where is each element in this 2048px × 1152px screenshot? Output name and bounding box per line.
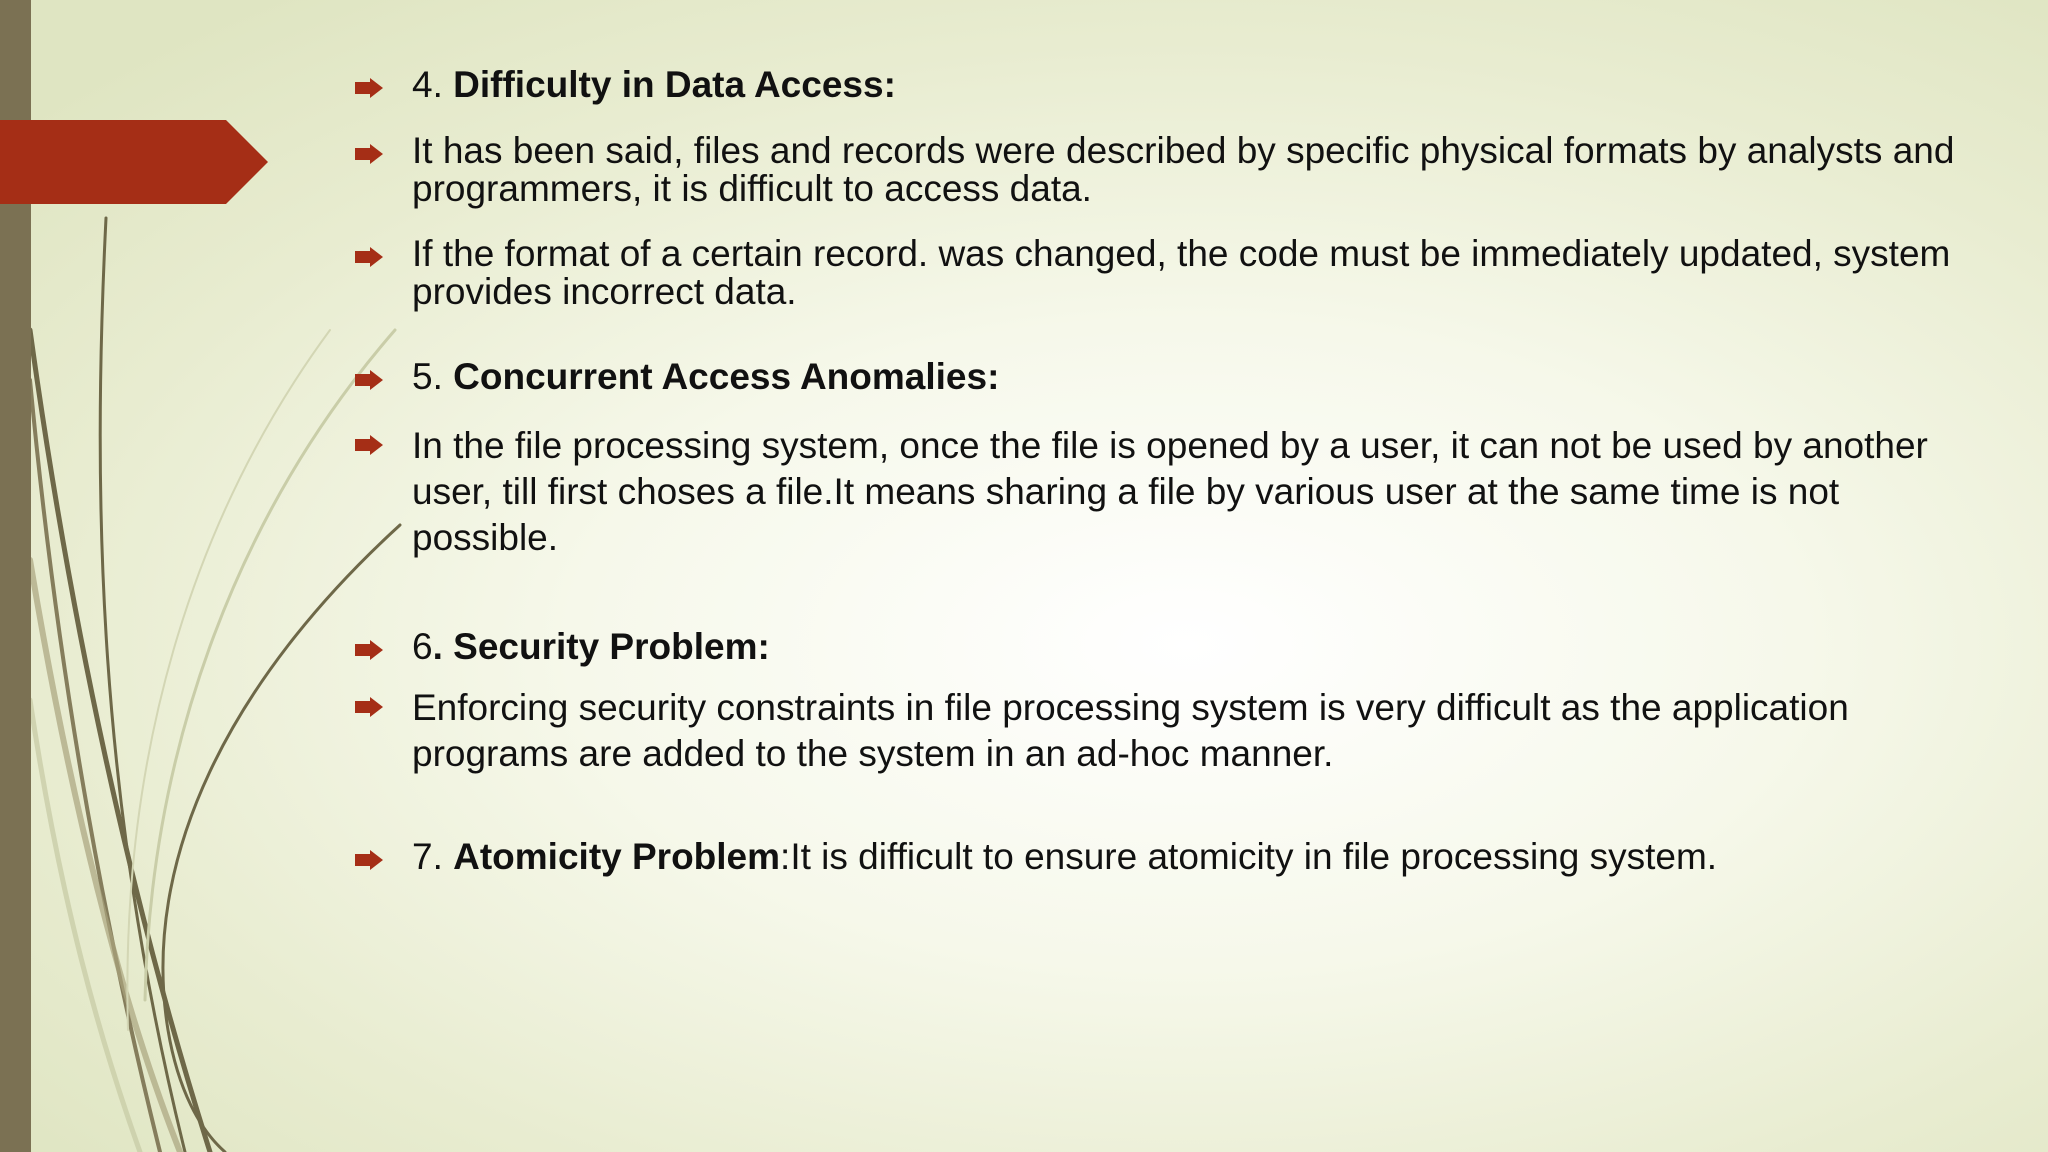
item-rest: It has been said, files and records were described by specific physical formats by analysts and programmers, it is difficult to access data. xyxy=(412,130,1955,209)
arrow-bullet-icon xyxy=(352,358,412,402)
item-heading: Atomicity Problem xyxy=(453,836,781,877)
item-prefix: 4. xyxy=(412,64,454,105)
arrow-bullet-icon xyxy=(352,685,412,729)
list-item xyxy=(352,423,1992,561)
arrow-bullet-icon xyxy=(352,235,412,279)
bullet-list xyxy=(352,0,1992,1152)
item-text xyxy=(412,132,1992,208)
item-rest: Enforcing security constraints in file processing system is very difficult as the application programs are added to the system in an ad-hoc manner. xyxy=(412,687,1849,774)
item-rest: If the format of a certain record. was changed, the code must be immediately updated, system provides incorrect data. xyxy=(412,233,1951,312)
item-heading: Difficulty in Data Access: xyxy=(453,64,896,105)
item-text xyxy=(412,838,1992,876)
item-prefix: 6 xyxy=(412,626,433,667)
item-text xyxy=(412,685,1992,777)
list-item xyxy=(352,358,1992,402)
item-text xyxy=(412,423,1992,561)
list-item xyxy=(352,132,1992,208)
list-item xyxy=(352,685,1992,777)
item-heading: Concurrent Access Anomalies: xyxy=(453,356,1000,397)
list-item xyxy=(352,838,1992,882)
arrow-bullet-icon xyxy=(352,66,412,110)
arrow-bullet-icon xyxy=(352,423,412,467)
item-text xyxy=(412,66,1992,104)
arrow-bullet-icon xyxy=(352,628,412,672)
item-heading: . Security Problem: xyxy=(432,626,770,667)
list-item xyxy=(352,66,1992,110)
item-text xyxy=(412,628,1992,666)
item-rest: :It is difficult to ensure atomicity in file processing system. xyxy=(780,836,1718,877)
arrow-bullet-icon xyxy=(352,838,412,882)
list-item xyxy=(352,235,1992,311)
item-rest: In the file processing system, once the file is opened by a user, it can not be used by another user, till first choses a file.It means sharing a file by various user at the same time is not possible. xyxy=(412,425,1928,558)
item-text xyxy=(412,358,1992,396)
arrow-bullet-icon xyxy=(352,132,412,176)
item-prefix: 7. xyxy=(412,836,454,877)
item-text xyxy=(412,235,1992,311)
item-prefix: 5. xyxy=(412,356,454,397)
list-item xyxy=(352,628,1992,672)
